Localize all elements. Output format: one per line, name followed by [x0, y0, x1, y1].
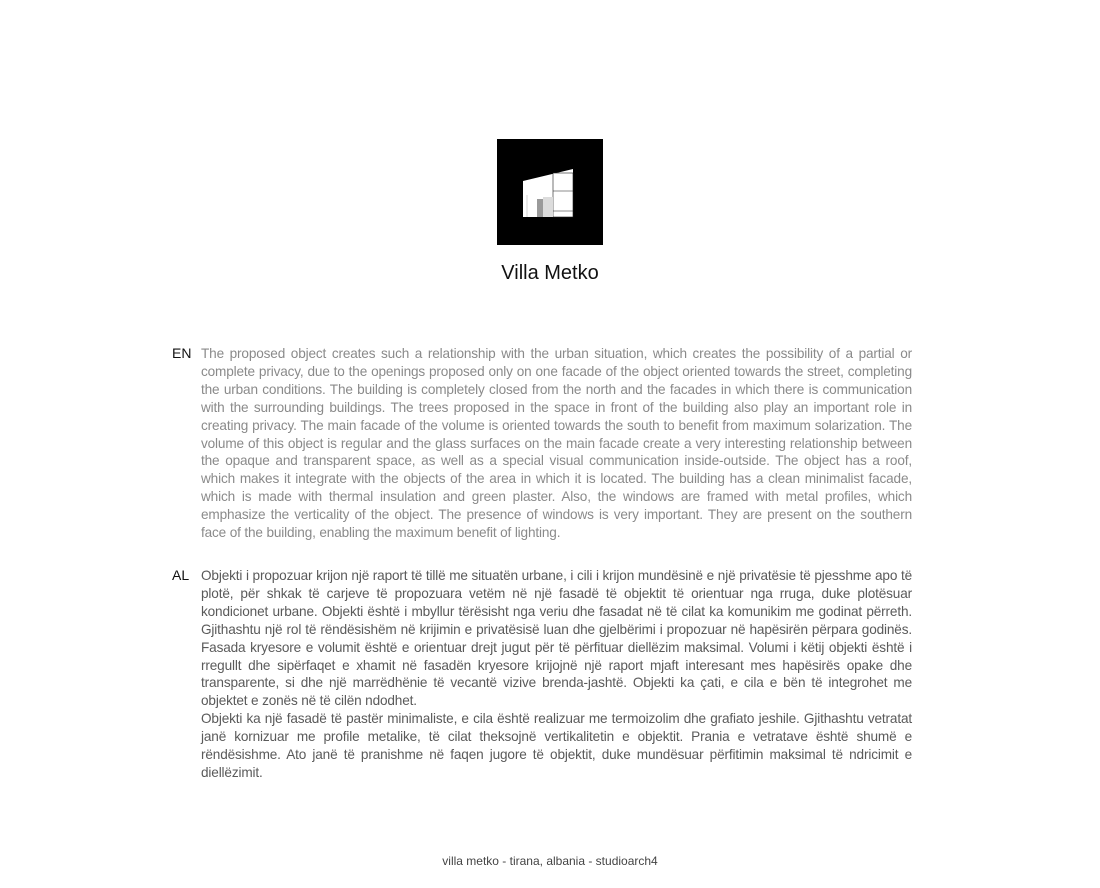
- footer-caption: villa metko - tirana, albania - studioarch4: [442, 854, 658, 868]
- section-al: [172, 567, 912, 782]
- description-en: The proposed object creates such a relationship with the urban situation, which creates the possibility of a partial or complete privacy, due to the openings proposed only on one facade of the object oriented towards the street, completing the urban conditions. The building is completely closed from the north and the facades in which there is communication with the surrounding buildings. The trees proposed in the space in front of the building also play an important role in creating privacy. The main facade of the volume is oriented towards the south to benefit from maximum solarization. The volume of this object is regular and the glass surfaces on the main facade create a very interesting relationship between the opaque and transparent space, as well as a special visual communication inside-outside. The object has a roof, which makes it integrate with the objects of the area in which it is located. The building has a clean minimalist facade, which is made with thermal insulation and green plaster. Also, the windows are framed with metal profiles, which emphasize the verticality of the object. The presence of windows is very important. They are present on the southern face of the building, enabling the maximum benefit of lighting.: [201, 346, 912, 541]
- language-label-en: EN: [172, 345, 192, 361]
- description-al-paragraph-1: Objekti i propozuar krijon një raport të tillë me situatën urbane, i cili i krijon mundësinë e një privatësie të pjesshme apo të plotë, për shkak të carjeve të propozuara vetëm në një fasadë të objektit të orientuar nga rruga, duke plotësuar kondicionet urbane. Objekti është i mbyllur tërësisht nga veriu dhe fasadat në të cilat ka komunikim me godinat përreth. Gjithashtu një rol të rëndësishëm në krijimin e privatësisë luan dhe gjelbërimi i propozuar në hapësirën përpara godinës. Fasada kryesore e volumit është e orientuar drejt jugut për të përfituar diellëzim maksimal. Volumi i këtij objekti është i rregullt dhe sipërfaqet e xhamit në fasadën kryesore krijojnë një raport mjaft interesant mes hapësirës opake dhe transparente, si dhe një marrëdhënie të vecantë vizive brenda-jashtë. Objekti ka çati, e cila e bën të integrohet me objektet e zonës në të cilën ndodhet.: [201, 568, 912, 709]
- description-al-paragraph-2: Objekti ka një fasadë të pastër minimaliste, e cila është realizuar me termoizolim dhe grafiato jeshile. Gjithashtu vetratat janë kornizuar me profile metalike, të cilat theksojnë vertikalitetin e objektit. Prania e vetratave është shumë e rëndësishme. Ato janë të pranishme në faqen jugore të objektit, duke mundësuar përfitimin maksimal të ndricimit e diellëzimit.: [201, 711, 912, 780]
- description-al: [201, 567, 912, 782]
- section-en: [172, 345, 912, 542]
- page-title: Villa Metko: [501, 262, 599, 284]
- language-label-al: AL: [172, 567, 190, 583]
- house-drawing: [497, 139, 603, 245]
- house-logo-icon: [497, 139, 603, 245]
